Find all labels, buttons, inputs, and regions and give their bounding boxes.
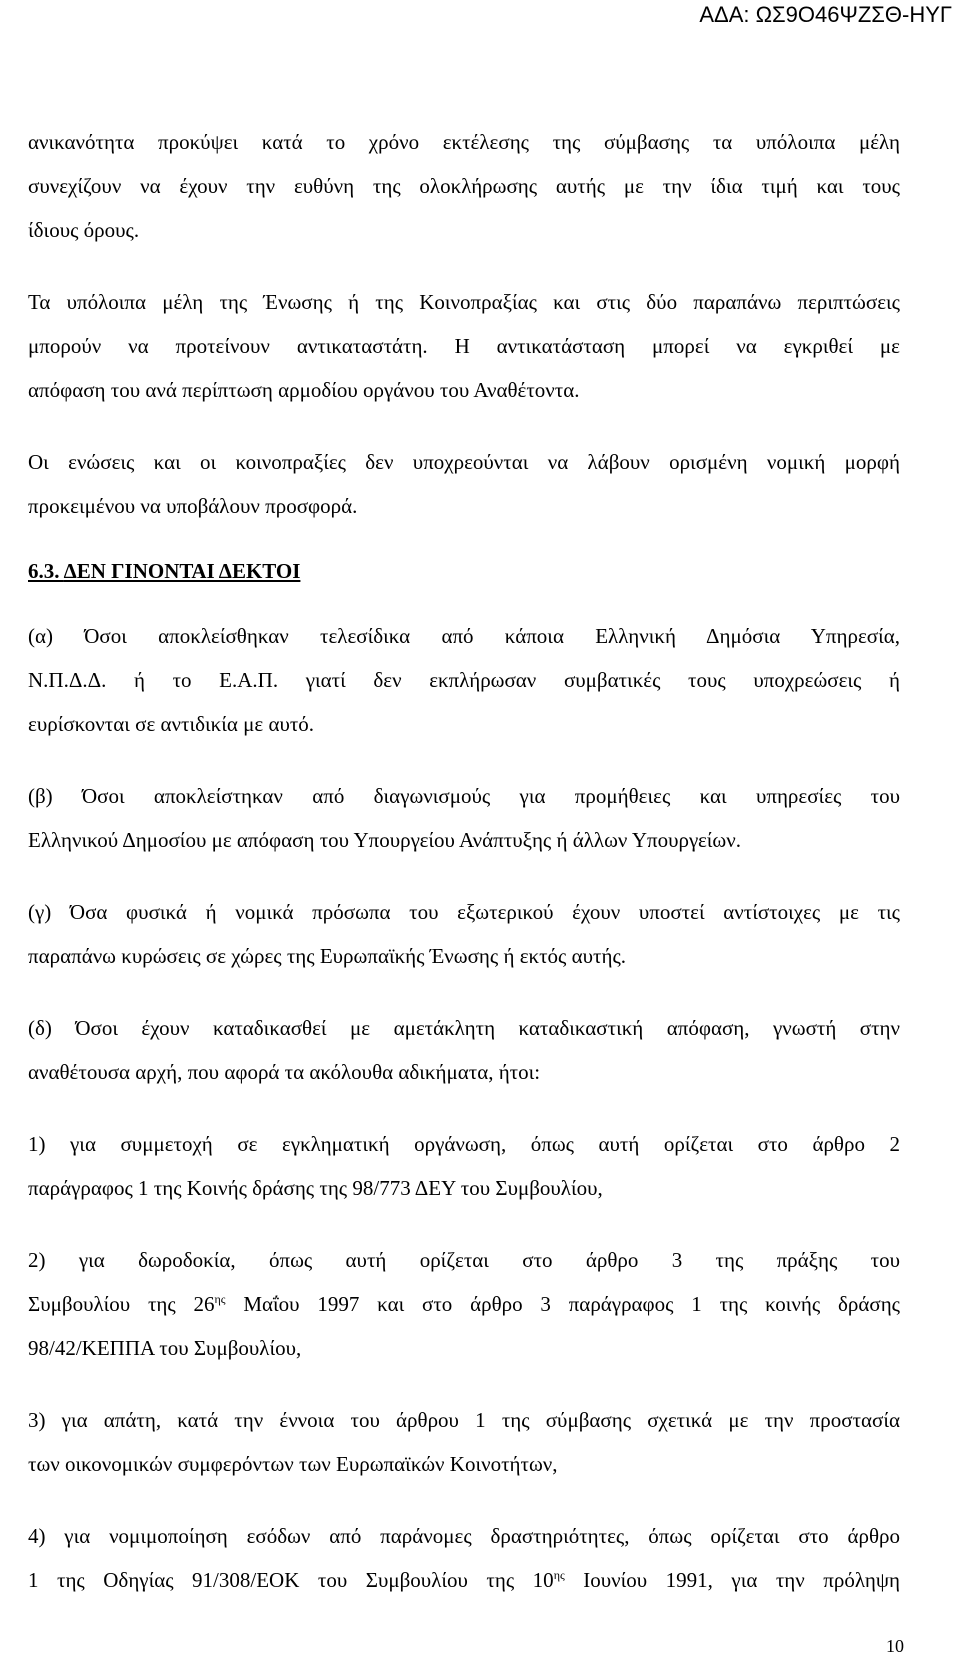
text-segment: Μαΐου 1997 και στο άρθρο 3 παράγραφος 1 της κοινής δράσης: [225, 1292, 900, 1316]
text-line: Τα υπόλοιπα μέλη της Ένωσης ή της Κοινοπραξίας και στις δύο παραπάνω περιπτώσεις: [28, 290, 900, 314]
ordinal-suffix: ης: [553, 1568, 565, 1582]
text-line: παράγραφος 1 της Κοινής δράσης της 98/773 ΔΕΥ του Συμβουλίου,: [28, 1176, 603, 1200]
text-line: 2) για δωροδοκία, όπως αυτή ορίζεται στο άρθρο 3 της πράξης του: [28, 1248, 900, 1272]
text-line: [28, 1558, 900, 1602]
text-line: απόφαση του ανά περίπτωση αρμοδίου οργάνου του Αναθέτοντα.: [28, 378, 580, 402]
document-ada-id: ΑΔΑ: ΩΣ9Ο46ΨΖΣΘ-ΗΥΓ: [699, 2, 952, 27]
list-item-3: [28, 1398, 900, 1486]
text-line: (γ) Όσα φυσικά ή νομικά πρόσωπα του εξωτερικού έχουν υποστεί αντίστοιχες με τις: [28, 900, 900, 924]
page-number: 10: [886, 1636, 904, 1656]
text-line: παραπάνω κυρώσεις σε χώρες της Ευρωπαϊκής Ένωσης ή εκτός αυτής.: [28, 944, 627, 968]
text-line: ίδιους όρους.: [28, 218, 140, 242]
paragraph-item-c: [28, 890, 900, 978]
paragraph-legal-form: [28, 440, 900, 528]
text-line: Ν.Π.Δ.Δ. ή το Ε.Α.Π. γιατί δεν εκπλήρωσαν συμβατικές τους υποχρεώσεις ή: [28, 668, 900, 692]
section-number: 6.3.: [28, 559, 64, 583]
text-line: Οι ενώσεις και οι κοινοπραξίες δεν υποχρεούνται να λάβουν ορισμένη νομική μορφή: [28, 450, 900, 474]
text-segment: Ιουνίου 1991, για την πρόληψη: [564, 1568, 900, 1592]
document-body: [28, 120, 900, 1630]
text-line: συνεχίζουν να έχουν την ευθύνη της ολοκλήρωσης αυτής με την ίδια τιμή και τους: [28, 174, 900, 198]
text-line: (α) Όσοι αποκλείσθηκαν τελεσίδικα από κάποια Ελληνική Δημόσια Υπηρεσία,: [28, 624, 900, 648]
text-line: αναθέτουσα αρχή, που αφορά τα ακόλουθα αδικήματα, ήτοι:: [28, 1060, 541, 1084]
paragraph-item-a: [28, 614, 900, 746]
list-item-2: [28, 1238, 900, 1370]
paragraph-replacement: [28, 280, 900, 412]
text-segment: Συμβουλίου της 26: [28, 1292, 215, 1316]
text-line: ανικανότητα προκύψει κατά το χρόνο εκτέλεσης της σύμβασης τα υπόλοιπα μέλη: [28, 130, 900, 154]
text-line: των οικονομικών συμφερόντων των Ευρωπαϊκών Κοινοτήτων,: [28, 1452, 558, 1476]
text-line: 1) για συμμετοχή σε εγκληματική οργάνωση, όπως αυτή ορίζεται στο άρθρο 2: [28, 1132, 900, 1156]
text-line: ευρίσκονται σε αντιδικία με αυτό.: [28, 712, 315, 736]
text-line: (β) Όσοι αποκλείστηκαν από διαγωνισμούς για προμήθειες και υπηρεσίες του: [28, 784, 900, 808]
ordinal-suffix: ης: [214, 1292, 226, 1306]
text-line: 98/42/ΚΕΠΠΑ του Συμβουλίου,: [28, 1336, 302, 1360]
text-line: Ελληνικού Δημοσίου με απόφαση του Υπουργείου Ανάπτυξης ή άλλων Υπουργείων.: [28, 828, 741, 852]
text-segment: 1 της Οδηγίας 91/308/ΕΟΚ του Συμβουλίου της 10: [28, 1568, 554, 1592]
text-line: 4) για νομιμοποίηση εσόδων από παράνομες δραστηριότητες, όπως ορίζεται στο άρθρο: [28, 1524, 900, 1548]
text-line: 3) για απάτη, κατά την έννοια του άρθρου 1 της σύμβασης σχετικά με την προστασία: [28, 1408, 900, 1432]
list-item-4: [28, 1514, 900, 1602]
section-heading: [28, 556, 900, 586]
section-title: ΔΕΝ ΓΙΝΟΝΤΑΙ ΔΕΚΤΟΙ: [63, 559, 301, 583]
text-line: προκειμένου να υποβάλουν προσφορά.: [28, 494, 358, 518]
paragraph-item-b: [28, 774, 900, 862]
paragraph-item-d: [28, 1006, 900, 1094]
text-line: (δ) Όσοι έχουν καταδικασθεί με αμετάκλητη καταδικαστική απόφαση, γνωστή στην: [28, 1016, 900, 1040]
list-item-1: [28, 1122, 900, 1210]
text-line: [28, 1282, 900, 1326]
text-line: μπορούν να προτείνουν αντικαταστάτη. Η αντικατάσταση μπορεί να εγκριθεί με: [28, 334, 900, 358]
paragraph-member-incapacity: [28, 120, 900, 252]
